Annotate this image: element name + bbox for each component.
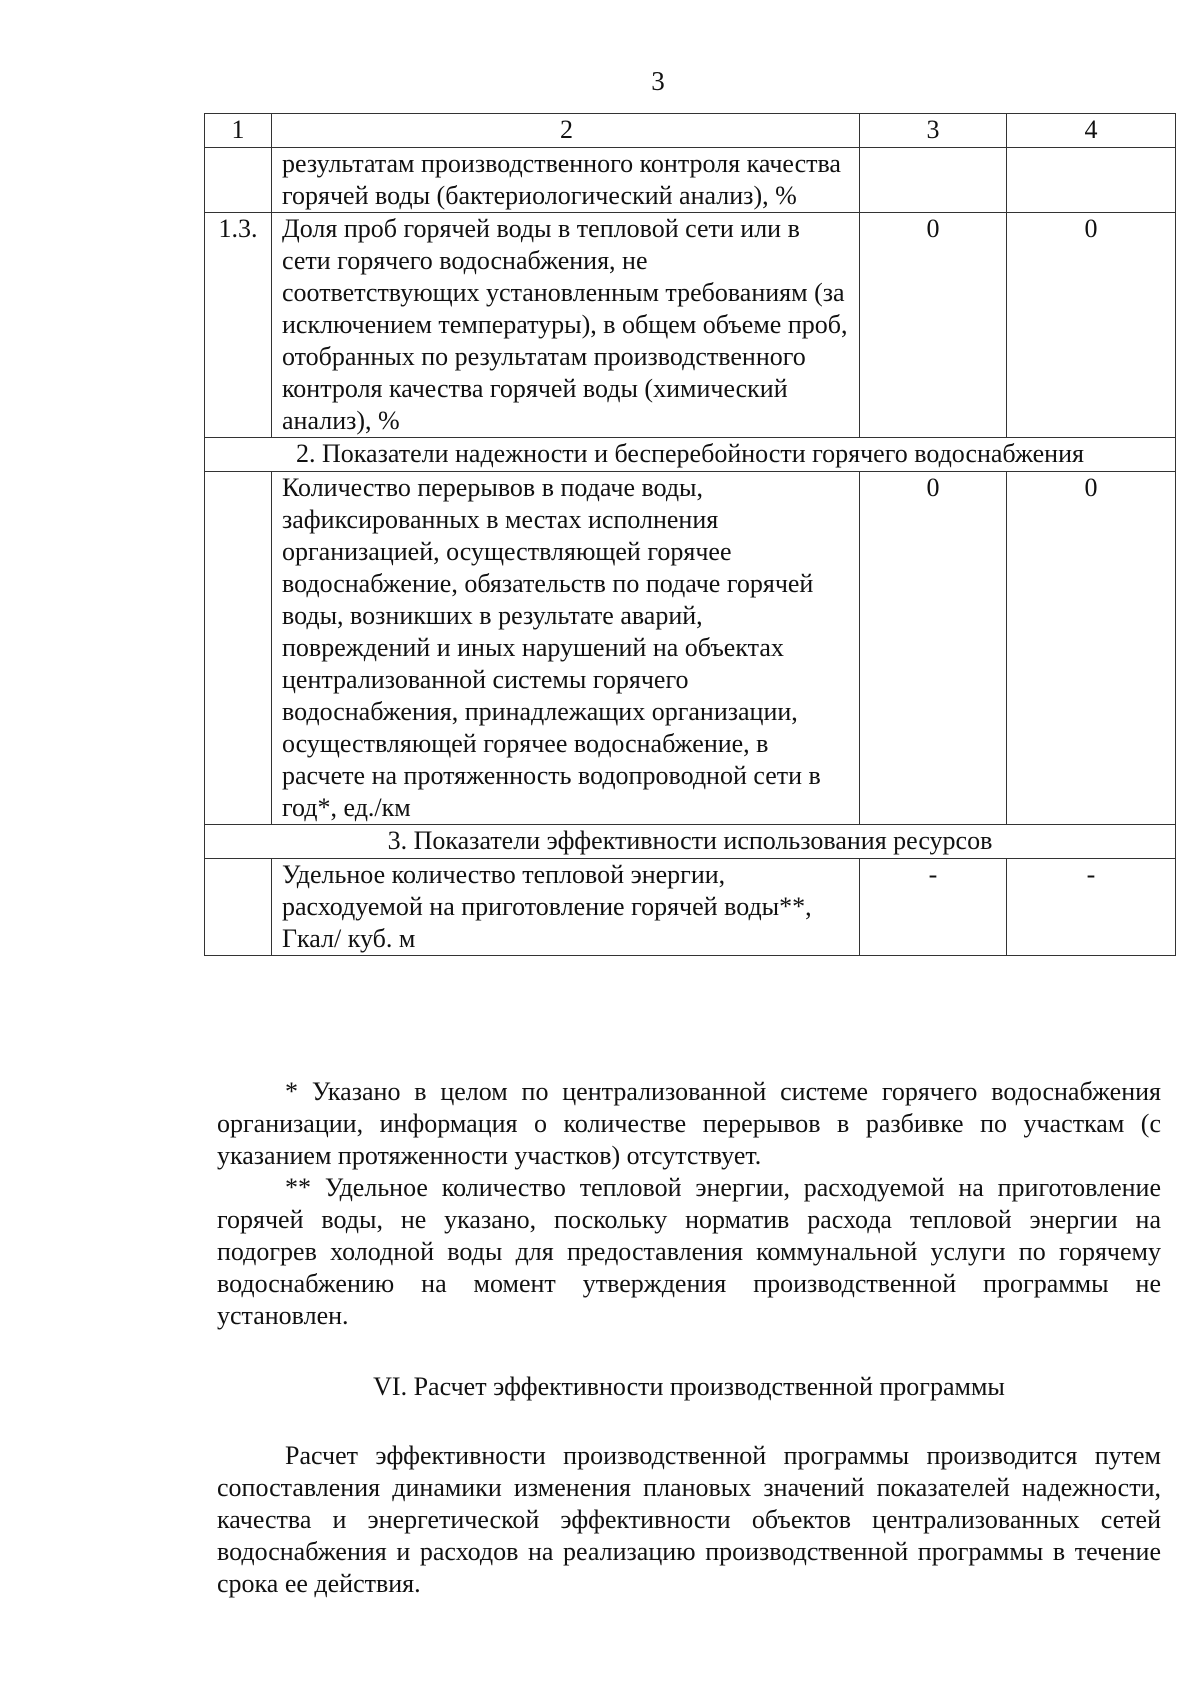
footnotes [217, 1076, 1161, 1332]
section-paragraph: Расчет эффективности производственной программы производится путем сопоставления динамики изменения плановых значений показателей надежности, качества и энергетической эффективности объектов централизованных сетей водоснабжения и расходов на реализацию производственной программы в течение срока ее действия. [217, 1441, 1161, 1598]
table-row [205, 213, 1176, 438]
section-row [205, 825, 1176, 859]
row-value-col-3 [860, 148, 1007, 213]
row-value-col-4: 0 [1007, 472, 1176, 825]
row-value-col-4: 0 [1007, 213, 1176, 438]
section-heading: VI. Расчет эффективности производственной программы [373, 1372, 1005, 1401]
footnote-1: * Указано в целом по централизованной системе горячего водоснабжения организации, информация о количестве перерывов в разбивке по участкам (с указанием протяженности участков) отсутствует. [217, 1077, 1161, 1170]
header-col-3: 3 [860, 114, 1007, 148]
indicators-table [204, 113, 1176, 956]
row-value-col-4: - [1007, 859, 1176, 956]
table-row [205, 472, 1176, 825]
row-indicator-text: результатам производственного контроля качества горячей воды (бактериологический анализ), % [272, 148, 860, 213]
row-value-col-3: 0 [860, 472, 1007, 825]
row-indicator-text: Доля проб горячей воды в тепловой сети или в сети горячего водоснабжения, не соответствующих установленным требованиям (за исключением температуры), в общем объеме проб, отобранных по результатам производственного контроля качества горячей воды (химический анализ), % [272, 213, 860, 438]
footnote-2: ** Удельное количество тепловой энергии, расходуемой на приготовление горячей воды, не указано, поскольку норматив расхода тепловой энергии на подогрев холодной воды для предоставления коммунальной услуги по горячему водоснабжению на момент утверждения производственной программы не установлен. [217, 1173, 1161, 1330]
table-row [205, 148, 1176, 213]
row-number: 1.3. [205, 213, 272, 438]
section-row [205, 438, 1176, 472]
row-value-col-3: 0 [860, 213, 1007, 438]
table-header-row [205, 114, 1176, 148]
row-indicator-text: Количество перерывов в подаче воды, зафиксированных в местах исполнения организацией, осуществляющей горячее водоснабжение, обязательств по подаче горячей воды, возникших в результате аварий, повреждений и иных нарушений на объектах централизованной системы горячего водоснабжения, принадлежащих организации, осуществляющей горячее водоснабжение, в расчете на протяженность водопроводной сети в год*, ед./км [272, 472, 860, 825]
header-col-2: 2 [272, 114, 860, 148]
section-title-3: 3. Показатели эффективности использования ресурсов [205, 825, 1176, 859]
row-value-col-3: - [860, 859, 1007, 956]
row-number [205, 148, 272, 213]
row-indicator-text: Удельное количество тепловой энергии, расходуемой на приготовление горячей воды**, Гкал/ куб. м [272, 859, 860, 956]
header-col-4: 4 [1007, 114, 1176, 148]
row-number [205, 859, 272, 956]
row-value-col-4 [1007, 148, 1176, 213]
header-col-1: 1 [205, 114, 272, 148]
table-row [205, 859, 1176, 956]
page-number: 3 [651, 66, 665, 96]
section-paragraph-block [217, 1440, 1161, 1600]
row-number [205, 472, 272, 825]
section-title-2: 2. Показатели надежности и бесперебойности горячего водоснабжения [205, 438, 1176, 472]
